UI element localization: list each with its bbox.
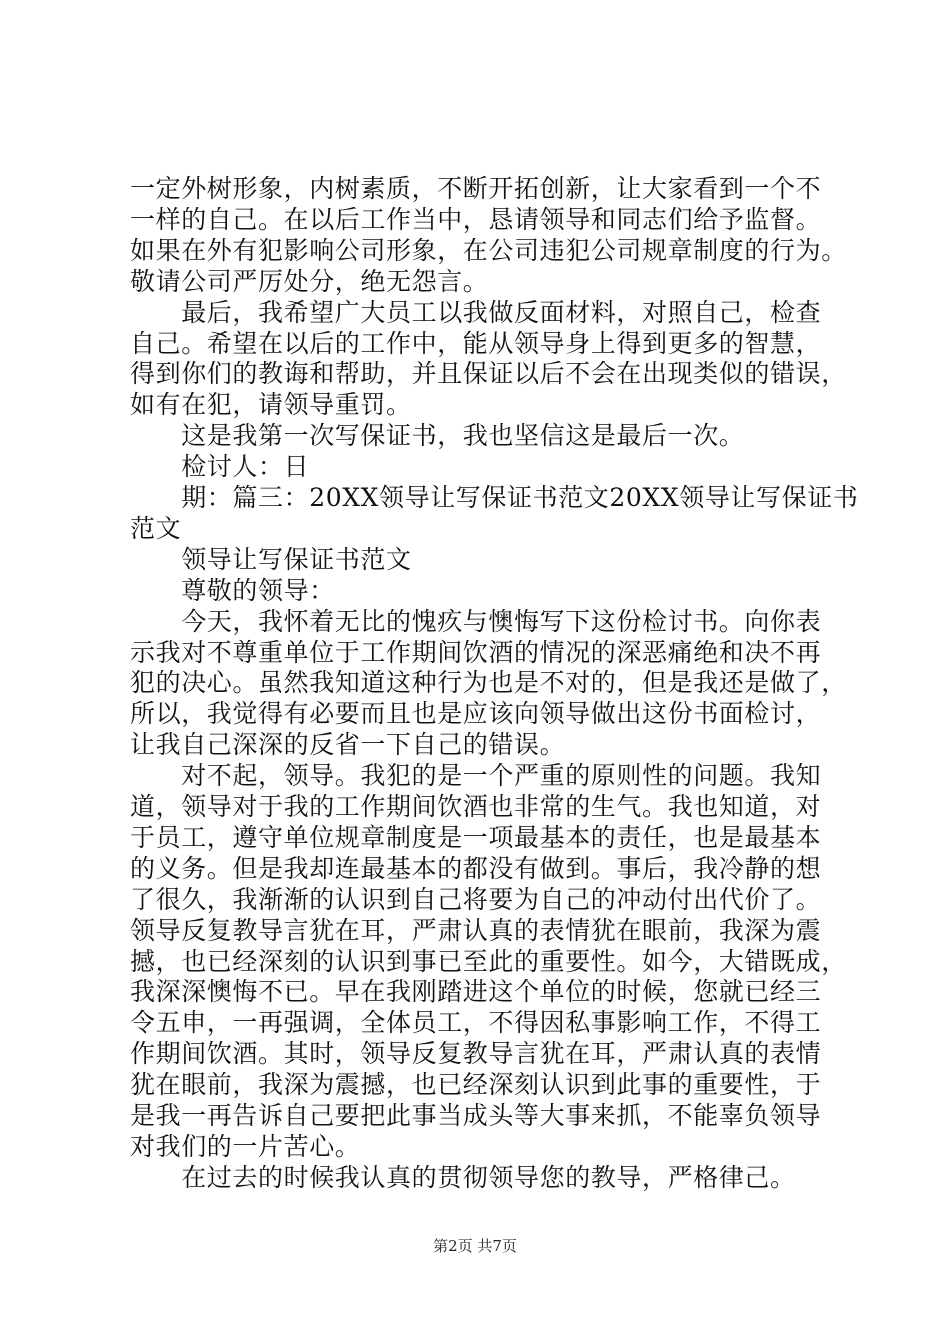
text-line: 犹在眼前，我深为震撼，也已经深刻认识到此事的重要性，于 (130, 1070, 822, 1099)
text-line: 令五申，一再强调，全体员工，不得因私事影响工作，不得工 (130, 1008, 822, 1037)
text-line: 尊敬的领导： (130, 576, 335, 605)
text-line: 我深深懊悔不已。早在我刚踏进这个单位的时候，您就已经三 (130, 977, 822, 1006)
text-line: 范文 (130, 514, 182, 543)
text-line: 所以，我觉得有必要而且也是应该向领导做出这份书面检讨， (130, 699, 822, 728)
text-line: 一定外树形象，内树素质，不断开拓创新，让大家看到一个不 (130, 174, 822, 203)
text-line: 作期间饮酒。其时，领导反复教导言犹在耳，严肃认真的表情 (130, 1039, 822, 1068)
text-line: 让我自己深深的反省一下自己的错误。 (130, 730, 566, 759)
text-line: 撼，也已经深刻的认识到事已至此的重要性。如今，大错既成， (130, 947, 847, 976)
text-line: 期：篇三：20XX领导让写保证书范文20XX领导让写保证书 (130, 483, 859, 512)
text-line: 了很久，我渐渐的认识到自己将要为自己的冲动付出代价了。 (130, 885, 822, 914)
text-line: 领导让写保证书范文 (130, 545, 412, 574)
text-line: 犯的决心。虽然我知道这种行为也是不对的，但是我还是做了， (130, 668, 847, 697)
text-line: 道，领导对于我的工作期间饮酒也非常的生气。我也知道，对 (130, 792, 822, 821)
text-line: 是我一再告诉自己要把此事当成头等大事来抓，不能辜负领导 (130, 1101, 822, 1130)
text-line: 于员工，遵守单位规章制度是一项最基本的责任，也是最基本 (130, 823, 822, 852)
text-line: 领导反复教导言犹在耳，严肃认真的表情犹在眼前，我深为震 (130, 916, 822, 945)
text-line: 最后，我希望广大员工以我做反面材料，对照自己，检查 (130, 298, 822, 327)
text-line: 得到你们的教诲和帮助，并且保证以后不会在出现类似的错误， (130, 359, 847, 388)
text-line: 自己。希望在以后的工作中，能从领导身上得到更多的智慧， (130, 329, 822, 358)
text-line: 一样的自己。在以后工作当中，恳请领导和同志们给予监督。 (130, 205, 822, 234)
text-line: 检讨人：日 (130, 452, 310, 481)
page-footer: 第2页 共7页 (433, 1237, 517, 1255)
text-line: 的义务。但是我却连最基本的都没有做到。事后，我冷静的想 (130, 854, 822, 883)
text-line: 如果在外有犯影响公司形象，在公司违犯公司规章制度的行为。 (130, 236, 847, 265)
text-line: 在过去的时候我认真的贯彻领导您的教导，严格律己。 (130, 1163, 796, 1192)
text-line: 对我们的一片苦心。 (130, 1132, 361, 1161)
text-line: 对不起，领导。我犯的是一个严重的原则性的问题。我知 (130, 761, 822, 790)
text-line: 如有在犯，请领导重罚。 (130, 390, 412, 419)
text-line: 敬请公司严厉处分，绝无怨言。 (130, 267, 489, 296)
text-line: 今天，我怀着无比的愧疚与懊悔写下这份检讨书。向你表 (130, 607, 822, 636)
text-line: 这是我第一次写保证书，我也坚信这是最后一次。 (130, 421, 745, 450)
text-line: 示我对不尊重单位于工作期间饮酒的情况的深恶痛绝和决不再 (130, 638, 822, 667)
